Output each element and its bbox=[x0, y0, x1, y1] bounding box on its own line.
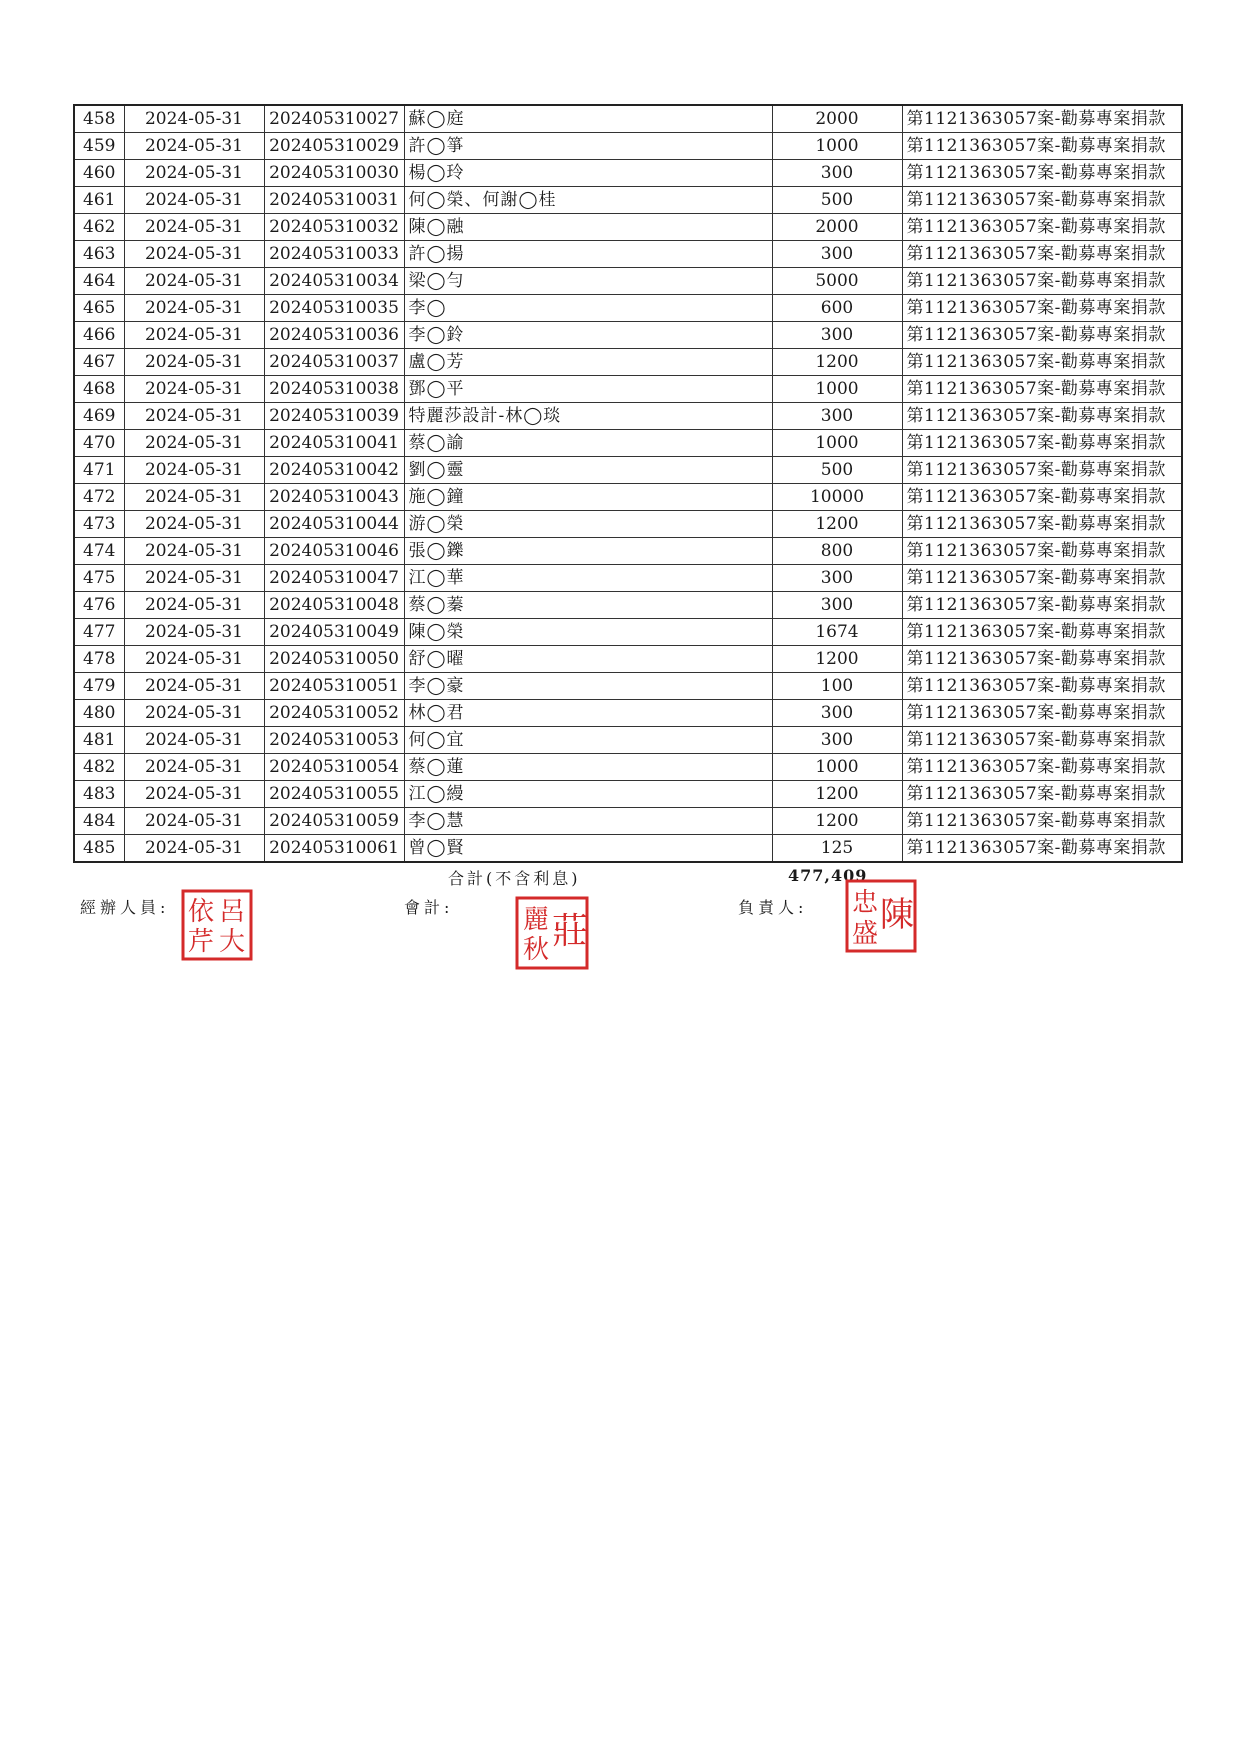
donor-name: 陳◯榮 bbox=[404, 619, 772, 646]
row-number: 484 bbox=[74, 808, 124, 835]
donation-amount: 1200 bbox=[772, 808, 902, 835]
table-row bbox=[74, 430, 1182, 457]
donation-date: 2024-05-31 bbox=[124, 619, 264, 646]
donation-purpose: 第1121363057案-勸募專案捐款 bbox=[902, 241, 1182, 268]
owner-seal bbox=[844, 878, 918, 954]
table-row bbox=[74, 673, 1182, 700]
receipt-number: 202405310049 bbox=[264, 619, 404, 646]
donation-date: 2024-05-31 bbox=[124, 511, 264, 538]
row-number: 469 bbox=[74, 403, 124, 430]
table-row bbox=[74, 484, 1182, 511]
row-number: 480 bbox=[74, 700, 124, 727]
donation-purpose: 第1121363057案-勸募專案捐款 bbox=[902, 349, 1182, 376]
donation-purpose: 第1121363057案-勸募專案捐款 bbox=[902, 376, 1182, 403]
receipt-number: 202405310029 bbox=[264, 133, 404, 160]
total-value: 477,409 bbox=[788, 866, 868, 885]
donation-amount: 1200 bbox=[772, 511, 902, 538]
handler-seal-graphic bbox=[180, 888, 254, 962]
table-row bbox=[74, 241, 1182, 268]
donation-purpose: 第1121363057案-勸募專案捐款 bbox=[902, 592, 1182, 619]
table-row bbox=[74, 538, 1182, 565]
donation-date: 2024-05-31 bbox=[124, 105, 264, 133]
donation-purpose: 第1121363057案-勸募專案捐款 bbox=[902, 160, 1182, 187]
donation-amount: 1000 bbox=[772, 754, 902, 781]
donation-purpose: 第1121363057案-勸募專案捐款 bbox=[902, 133, 1182, 160]
accountant-seal-graphic bbox=[514, 895, 590, 971]
row-number: 463 bbox=[74, 241, 124, 268]
donation-amount: 300 bbox=[772, 592, 902, 619]
donation-date: 2024-05-31 bbox=[124, 592, 264, 619]
donation-purpose: 第1121363057案-勸募專案捐款 bbox=[902, 187, 1182, 214]
donation-purpose: 第1121363057案-勸募專案捐款 bbox=[902, 646, 1182, 673]
donation-date: 2024-05-31 bbox=[124, 187, 264, 214]
table-row bbox=[74, 700, 1182, 727]
row-number: 485 bbox=[74, 835, 124, 863]
table-row bbox=[74, 160, 1182, 187]
donor-name: 楊◯玲 bbox=[404, 160, 772, 187]
donation-amount: 1200 bbox=[772, 646, 902, 673]
table-row bbox=[74, 295, 1182, 322]
accountant-label: 會計: bbox=[404, 898, 454, 917]
receipt-number: 202405310031 bbox=[264, 187, 404, 214]
donation-date: 2024-05-31 bbox=[124, 160, 264, 187]
donation-date: 2024-05-31 bbox=[124, 133, 264, 160]
receipt-number: 202405310043 bbox=[264, 484, 404, 511]
owner-seal-char-3: 盛 bbox=[851, 919, 879, 949]
row-number: 466 bbox=[74, 322, 124, 349]
donation-date: 2024-05-31 bbox=[124, 241, 264, 268]
donor-name: 施◯鐘 bbox=[404, 484, 772, 511]
donation-purpose: 第1121363057案-勸募專案捐款 bbox=[902, 403, 1182, 430]
row-number: 474 bbox=[74, 538, 124, 565]
donation-date: 2024-05-31 bbox=[124, 403, 264, 430]
owner-label: 負責人: bbox=[738, 898, 808, 917]
donation-date: 2024-05-31 bbox=[124, 727, 264, 754]
receipt-number: 202405310035 bbox=[264, 295, 404, 322]
row-number: 464 bbox=[74, 268, 124, 295]
donation-purpose: 第1121363057案-勸募專案捐款 bbox=[902, 700, 1182, 727]
receipt-number: 202405310059 bbox=[264, 808, 404, 835]
table-row bbox=[74, 781, 1182, 808]
donor-name: 劉◯靈 bbox=[404, 457, 772, 484]
donation-amount: 125 bbox=[772, 835, 902, 863]
receipt-number: 202405310047 bbox=[264, 565, 404, 592]
donation-amount: 500 bbox=[772, 187, 902, 214]
donor-name: 特麗莎設計-林◯琰 bbox=[404, 403, 772, 430]
donation-purpose: 第1121363057案-勸募專案捐款 bbox=[902, 619, 1182, 646]
row-number: 478 bbox=[74, 646, 124, 673]
donation-date: 2024-05-31 bbox=[124, 565, 264, 592]
donation-date: 2024-05-31 bbox=[124, 808, 264, 835]
donation-date: 2024-05-31 bbox=[124, 484, 264, 511]
row-number: 465 bbox=[74, 295, 124, 322]
donor-name: 李◯慧 bbox=[404, 808, 772, 835]
receipt-number: 202405310032 bbox=[264, 214, 404, 241]
handler-label: 經辦人員: bbox=[80, 898, 170, 917]
row-number: 472 bbox=[74, 484, 124, 511]
row-number: 476 bbox=[74, 592, 124, 619]
row-number: 458 bbox=[74, 105, 124, 133]
handler-seal-char-4: 芹 bbox=[187, 927, 215, 957]
table-row bbox=[74, 808, 1182, 835]
receipt-number: 202405310034 bbox=[264, 268, 404, 295]
donation-date: 2024-05-31 bbox=[124, 268, 264, 295]
donation-ledger-table bbox=[73, 104, 1183, 863]
receipt-number: 202405310051 bbox=[264, 673, 404, 700]
donation-amount: 300 bbox=[772, 322, 902, 349]
donation-purpose: 第1121363057案-勸募專案捐款 bbox=[902, 457, 1182, 484]
donation-date: 2024-05-31 bbox=[124, 322, 264, 349]
table-row bbox=[74, 511, 1182, 538]
donation-amount: 5000 bbox=[772, 268, 902, 295]
table-row bbox=[74, 403, 1182, 430]
donation-purpose: 第1121363057案-勸募專案捐款 bbox=[902, 727, 1182, 754]
donor-name: 曾◯賢 bbox=[404, 835, 772, 863]
donation-amount: 1000 bbox=[772, 376, 902, 403]
donation-date: 2024-05-31 bbox=[124, 781, 264, 808]
row-number: 461 bbox=[74, 187, 124, 214]
donation-amount: 300 bbox=[772, 241, 902, 268]
receipt-number: 202405310038 bbox=[264, 376, 404, 403]
receipt-number: 202405310054 bbox=[264, 754, 404, 781]
donation-purpose: 第1121363057案-勸募專案捐款 bbox=[902, 754, 1182, 781]
row-number: 482 bbox=[74, 754, 124, 781]
donation-purpose: 第1121363057案-勸募專案捐款 bbox=[902, 673, 1182, 700]
donation-amount: 500 bbox=[772, 457, 902, 484]
receipt-number: 202405310053 bbox=[264, 727, 404, 754]
donor-name: 江◯縵 bbox=[404, 781, 772, 808]
accountant-seal-char-3: 秋 bbox=[522, 935, 550, 965]
donor-name: 何◯榮、何謝◯桂 bbox=[404, 187, 772, 214]
row-number: 460 bbox=[74, 160, 124, 187]
donation-amount: 1674 bbox=[772, 619, 902, 646]
receipt-number: 202405310030 bbox=[264, 160, 404, 187]
donation-amount: 300 bbox=[772, 700, 902, 727]
row-number: 470 bbox=[74, 430, 124, 457]
donation-amount: 800 bbox=[772, 538, 902, 565]
donation-amount: 1200 bbox=[772, 349, 902, 376]
donation-purpose: 第1121363057案-勸募專案捐款 bbox=[902, 268, 1182, 295]
donor-name: 游◯榮 bbox=[404, 511, 772, 538]
table-row bbox=[74, 214, 1182, 241]
donor-name: 蘇◯庭 bbox=[404, 105, 772, 133]
donation-date: 2024-05-31 bbox=[124, 835, 264, 863]
donation-purpose: 第1121363057案-勸募專案捐款 bbox=[902, 484, 1182, 511]
donation-date: 2024-05-31 bbox=[124, 376, 264, 403]
row-number: 462 bbox=[74, 214, 124, 241]
table-row bbox=[74, 592, 1182, 619]
donor-name: 許◯箏 bbox=[404, 133, 772, 160]
donation-purpose: 第1121363057案-勸募專案捐款 bbox=[902, 105, 1182, 133]
row-number: 459 bbox=[74, 133, 124, 160]
receipt-number: 202405310041 bbox=[264, 430, 404, 457]
donation-purpose: 第1121363057案-勸募專案捐款 bbox=[902, 295, 1182, 322]
table-row bbox=[74, 619, 1182, 646]
ledger-body bbox=[74, 105, 1182, 862]
table-row bbox=[74, 105, 1182, 133]
donor-name: 張◯鑠 bbox=[404, 538, 772, 565]
table-row bbox=[74, 754, 1182, 781]
table-row bbox=[74, 349, 1182, 376]
donation-date: 2024-05-31 bbox=[124, 754, 264, 781]
table-row bbox=[74, 133, 1182, 160]
receipt-number: 202405310036 bbox=[264, 322, 404, 349]
donation-amount: 300 bbox=[772, 403, 902, 430]
donation-amount: 600 bbox=[772, 295, 902, 322]
donation-purpose: 第1121363057案-勸募專案捐款 bbox=[902, 538, 1182, 565]
total-label: 合計(不含利息) bbox=[448, 869, 581, 888]
donor-name: 蔡◯諭 bbox=[404, 430, 772, 457]
row-number: 473 bbox=[74, 511, 124, 538]
table-row bbox=[74, 727, 1182, 754]
donation-purpose: 第1121363057案-勸募專案捐款 bbox=[902, 781, 1182, 808]
row-number: 481 bbox=[74, 727, 124, 754]
table-row bbox=[74, 322, 1182, 349]
row-number: 467 bbox=[74, 349, 124, 376]
donor-name: 何◯宜 bbox=[404, 727, 772, 754]
table-row bbox=[74, 835, 1182, 863]
donation-amount: 100 bbox=[772, 673, 902, 700]
receipt-number: 202405310042 bbox=[264, 457, 404, 484]
row-number: 471 bbox=[74, 457, 124, 484]
donor-name: 江◯華 bbox=[404, 565, 772, 592]
donation-amount: 300 bbox=[772, 160, 902, 187]
row-number: 468 bbox=[74, 376, 124, 403]
owner-seal-graphic bbox=[844, 878, 918, 954]
table-row bbox=[74, 565, 1182, 592]
donor-name: 李◯ bbox=[404, 295, 772, 322]
donation-purpose: 第1121363057案-勸募專案捐款 bbox=[902, 322, 1182, 349]
donor-name: 蔡◯蓁 bbox=[404, 592, 772, 619]
receipt-number: 202405310037 bbox=[264, 349, 404, 376]
donation-purpose: 第1121363057案-勸募專案捐款 bbox=[902, 511, 1182, 538]
donation-amount: 10000 bbox=[772, 484, 902, 511]
accountant-seal-char-1: 莊 bbox=[551, 911, 589, 952]
donor-name: 舒◯曜 bbox=[404, 646, 772, 673]
donor-name: 陳◯融 bbox=[404, 214, 772, 241]
donation-date: 2024-05-31 bbox=[124, 214, 264, 241]
handler-seal-char-2: 大 bbox=[218, 927, 246, 957]
receipt-number: 202405310033 bbox=[264, 241, 404, 268]
receipt-number: 202405310046 bbox=[264, 538, 404, 565]
donation-date: 2024-05-31 bbox=[124, 673, 264, 700]
donor-name: 林◯君 bbox=[404, 700, 772, 727]
receipt-number: 202405310052 bbox=[264, 700, 404, 727]
receipt-number: 202405310027 bbox=[264, 105, 404, 133]
table-row bbox=[74, 268, 1182, 295]
receipt-number: 202405310039 bbox=[264, 403, 404, 430]
donation-purpose: 第1121363057案-勸募專案捐款 bbox=[902, 835, 1182, 863]
donation-purpose: 第1121363057案-勸募專案捐款 bbox=[902, 808, 1182, 835]
table-row bbox=[74, 376, 1182, 403]
table-row bbox=[74, 457, 1182, 484]
receipt-number: 202405310050 bbox=[264, 646, 404, 673]
donation-amount: 300 bbox=[772, 727, 902, 754]
donation-date: 2024-05-31 bbox=[124, 646, 264, 673]
donor-name: 李◯豪 bbox=[404, 673, 772, 700]
receipt-number: 202405310055 bbox=[264, 781, 404, 808]
donor-name: 蔡◯蓮 bbox=[404, 754, 772, 781]
accountant-seal bbox=[514, 895, 590, 971]
owner-seal-char-1: 陳 bbox=[880, 895, 914, 935]
row-number: 477 bbox=[74, 619, 124, 646]
donation-amount: 1200 bbox=[772, 781, 902, 808]
donor-name: 許◯揚 bbox=[404, 241, 772, 268]
donation-date: 2024-05-31 bbox=[124, 349, 264, 376]
donation-purpose: 第1121363057案-勸募專案捐款 bbox=[902, 565, 1182, 592]
owner-seal-char-2: 忠 bbox=[851, 888, 879, 918]
table-row bbox=[74, 646, 1182, 673]
donation-amount: 300 bbox=[772, 565, 902, 592]
donation-amount: 2000 bbox=[772, 105, 902, 133]
handler-seal-char-3: 依 bbox=[187, 897, 215, 927]
donation-date: 2024-05-31 bbox=[124, 295, 264, 322]
row-number: 483 bbox=[74, 781, 124, 808]
donation-amount: 2000 bbox=[772, 214, 902, 241]
donor-name: 鄧◯平 bbox=[404, 376, 772, 403]
receipt-number: 202405310061 bbox=[264, 835, 404, 863]
donation-purpose: 第1121363057案-勸募專案捐款 bbox=[902, 430, 1182, 457]
donation-purpose: 第1121363057案-勸募專案捐款 bbox=[902, 214, 1182, 241]
donation-date: 2024-05-31 bbox=[124, 538, 264, 565]
receipt-number: 202405310044 bbox=[264, 511, 404, 538]
donation-date: 2024-05-31 bbox=[124, 700, 264, 727]
donor-name: 梁◯勻 bbox=[404, 268, 772, 295]
donor-name: 盧◯芳 bbox=[404, 349, 772, 376]
donation-amount: 1000 bbox=[772, 133, 902, 160]
table-row bbox=[74, 187, 1182, 214]
handler-seal bbox=[180, 888, 254, 962]
accountant-seal-char-2: 麗 bbox=[522, 905, 550, 935]
donor-name: 李◯鈴 bbox=[404, 322, 772, 349]
handler-seal-char-1: 呂 bbox=[218, 897, 246, 927]
row-number: 479 bbox=[74, 673, 124, 700]
donation-amount: 1000 bbox=[772, 430, 902, 457]
donation-date: 2024-05-31 bbox=[124, 430, 264, 457]
receipt-number: 202405310048 bbox=[264, 592, 404, 619]
row-number: 475 bbox=[74, 565, 124, 592]
donation-date: 2024-05-31 bbox=[124, 457, 264, 484]
